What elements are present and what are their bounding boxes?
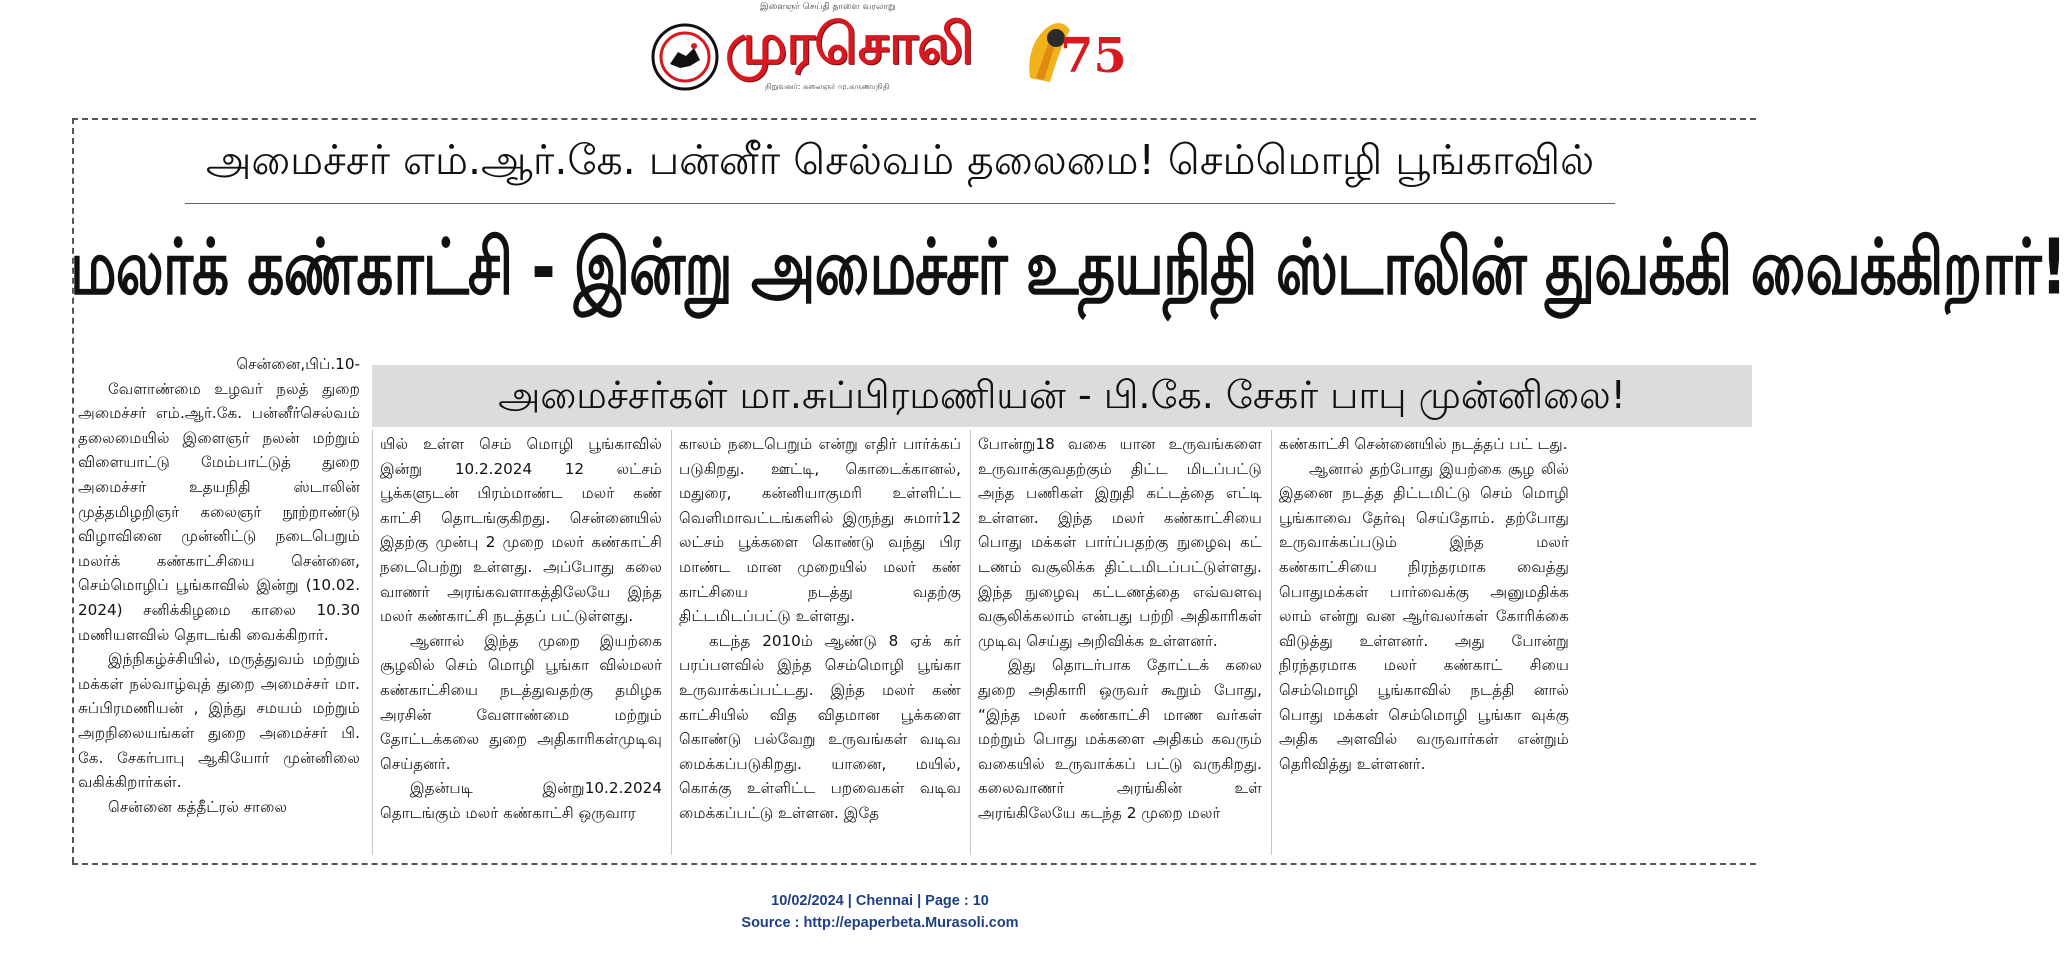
subheadline: அமைச்சர்கள் மா.சுப்பிரமணியன் - பி.கே. சேகர் பாபு முன்னிலை!	[498, 373, 1626, 417]
column-4	[978, 432, 1262, 826]
column-5	[1279, 432, 1569, 776]
founder-line: நிறுவனர்: கலைஞர் மு.கருணாநிதி	[765, 82, 890, 91]
paragraph: சென்னை கத்தீட்ரல் சாலை	[108, 797, 288, 816]
bottom-dashed-rule	[72, 863, 1756, 865]
party-emblem-icon	[650, 22, 720, 92]
column-3	[679, 432, 961, 826]
paragraph: கண்காட்சி சென்னையில் நடத்தப் பட் டது.	[1279, 435, 1568, 453]
paragraph: இதன்படி இன்று10.2.2024 தொடங்கும் மலர் கண்காட்சி ஒருவார	[380, 779, 662, 822]
dateline: சென்னை,பிப்.10-	[236, 355, 360, 373]
footer-date-line: 10/02/2024 | Chennai | Page : 10	[771, 893, 989, 909]
paragraph: போன்று18 வகை யான உருவங்களை உருவாக்குவதற்கும் திட்ட மிடப்பட்டு அந்த பணிகள் இறுதி கட்டத்தை எட்டி உள்ளன. இந்த மலர் கண்காட்சியை பொது மக்கள் பார்ப்பதற்கு நுழைவு கட் டணம் வசூலிக்க திட்டமிடப்பட்டுள்ளது. இந்த நுழைவு கட்டணத்தை எவ்வளவு வசூலிக்கலாம் என்பது பற்றி அதிகாரிகள் முடிவு செய்து அறிவிக்க உள்ளனர்.	[978, 435, 1262, 650]
paragraph: கடந்த 2010ம் ஆண்டு 8 ஏக் கர் பரப்பளவில் இந்த செம்மொழி பூங்கா உருவாக்கப்பட்டது. இந்த மலர் கண் காட்சியில் வித விதமான பூக்களை கொண்டு பல்வேறு உருவங்கள் வடிவ மைக்கப்படுகிறது. யானை, மயில், கொக்கு உள்ளிட்ட பறவைகள் வடிவ மைக்கப்பட்டு உள்ளன. இதே	[679, 631, 961, 822]
column-divider	[970, 430, 971, 855]
kicker-underline	[185, 203, 1615, 204]
column-2	[380, 432, 662, 826]
main-headline: மலர்க் கண்காட்சி - இன்று அமைச்சர் உதயநிதி ஸ்டாலின் துவக்கி வைக்கிறார்!	[70, 222, 2066, 312]
column-divider	[671, 430, 672, 855]
paragraph: காலம் நடைபெறும் என்று எதிர் பார்க்கப் படுகிறது. ஊட்டி, கொடைக்கானல், மதுரை, கன்னியாகுமரி உள்ளிட்ட வெளிமாவட்டங்களில் இருந்து சுமார்12 லட்சம் பூக்களை கொண்டு வந்து பிர மாண்ட மான முறையில் மலர் கண் காட்சியை நடத்து வதற்கு திட்டமிடப்பட்டு உள்ளது.	[679, 435, 961, 626]
paragraph: இது தொடர்பாக தோட்டக் கலை துறை அதிகாரி ஒருவர் கூறும் போது, “இந்த மலர் கண்காட்சி மாண வர்கள் மற்றும் பொது மக்களை அதிகம் கவரும் வகையில் உருவாக்கப் பட்டு வருகிறது. கலைவாணர் அரங்கின் உள் அரங்கிலேயே கடந்த 2 முறை மலர்	[978, 656, 1262, 822]
anniversary-emblem-icon	[1020, 8, 1127, 96]
footer-source-link[interactable]: Source : http://epaperbeta.Murasoli.com	[741, 915, 1019, 931]
paragraph: ஆனால் இந்த முறை இயற்கை சூழலில் செம் மொழி பூங்கா வில்மலர் கண்காட்சியை நடத்துவதற்கு தமிழக அரசின் வேளாண்மை மற்றும் தோட்டக்கலை துறை அதிகாரிகள்முடிவு செய்தனர்.	[380, 631, 662, 773]
masthead	[650, 2, 1127, 97]
paragraph: யில் உள்ள செம் மொழி பூங்காவில் இன்று 10.2.2024 12 லட்சம் பூக்களுடன் பிரம்மாண்ட மலர் கண் காட்சி தொடங்குகிறது. சென்னையில் இதற்கு முன்பு 2 முறை மலர் கண்காட்சி நடைபெற்று உள்ளது. அப்போது கலை வாணர் அரங்கவளாகத்திலேயே இந்த மலர் கண்காட்சி நடத்தப் பட்டுள்ளது.	[380, 435, 662, 626]
masthead-tagline: இளைஞர் செய்தி தாளை வரலாறு	[760, 2, 896, 12]
column-divider	[372, 430, 373, 855]
top-dashed-rule	[72, 118, 1756, 120]
masthead-brand: முரசொலி	[725, 11, 973, 77]
paragraph: ஆனால் தற்போது இயற்கை சூழ லில் இதனை நடத்த திட்டமிட்டு செம் மொழி பூங்காவை தேர்வு செய்தோம். தற்போது உருவாக்கப்படும் இந்த மலர் கண்காட்சியை நிரந்தரமாக வைத்து பொதுமக்கள் பார்வைக்கு அனுமதிக்க லாம் என்று வன ஆர்வலர்கள் கோரிக்கை விடுத்து உள்ளனர். அது போன்று நிரந்தரமாக மலர் கண்காட் சியை செம்மொழி பூங்காவில் நடத்தி னால் பொது மக்கள் செம்மொழி பூங்கா வுக்கு அதிக அளவில் வருவார்கள் என்றும் தெரிவித்து உள்ளனர்.	[1279, 459, 1569, 773]
paragraph: இந்நிகழ்ச்சியில், மருத்துவம் மற்றும் மக்கள் நல்வாழ்வுத் துறை அமைச்சர் மா. சுப்பிரமணியன் , இந்து சமயம் மற்றும் அறநிலையங்கள் துறை அமைச்சர் பி. கே. சேகர்பாபு ஆகியோர் முன்னிலை வகிக்கிறார்கள்.	[78, 650, 360, 792]
column-1	[78, 352, 360, 819]
anniversary-number: 75	[1060, 28, 1127, 84]
paragraph: வேளாண்மை உழவர் நலத் துறை அமைச்சர் எம்.ஆர்.கே. பன்னீர்செல்வம் தலைமையில் இளைஞர் நலன் மற்றும் விளையாட்டு மேம்பாட்டுத் துறை அமைச்சர் உதயநிதி ஸ்டாலின் முத்தமிழறிஞர் கலைஞர் நூற்றாண்டு விழாவினை முன்னிட்டு நடைபெறும் மலர்க் கண்காட்சியை சென்னை, செம்மொழிப் பூங்காவில் இன்று (10.02. 2024) சனிக்கிழமை காலை 10.30 மணியளவில் தொடங்கி வைக்கிறார்.	[78, 379, 360, 644]
kicker-headline: அமைச்சர் எம்.ஆர்.கே. பன்னீர் செல்வம் தலைமை! செம்மொழி பூங்காவில்	[205, 136, 1595, 184]
column-divider	[1271, 430, 1272, 855]
